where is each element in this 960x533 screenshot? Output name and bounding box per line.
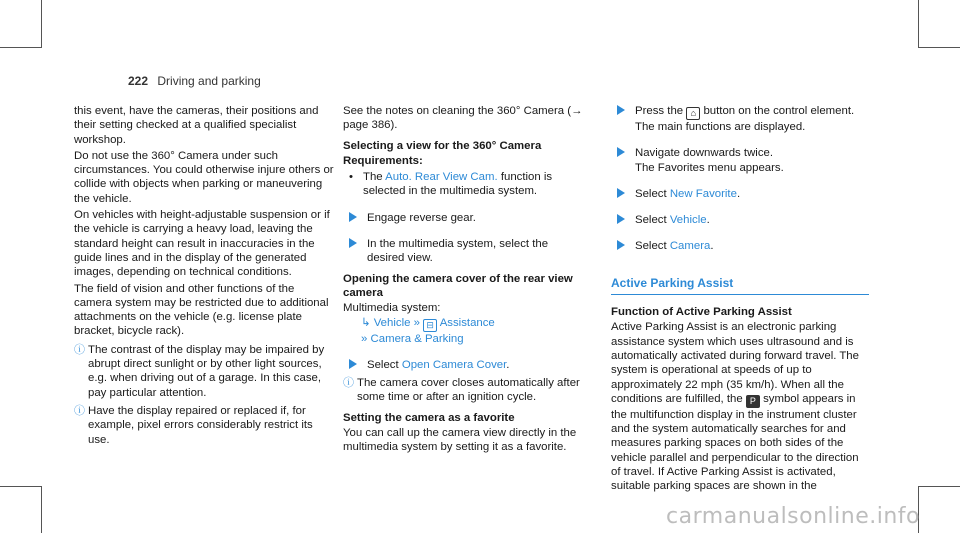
menu-link[interactable]: Open Camera Cover: [401, 358, 507, 371]
menu-path: [343, 332, 583, 346]
note-text: The camera cover closes automatically after some time or after an ignition cycle.: [357, 377, 580, 404]
info-icon: ⓘ: [74, 343, 85, 356]
note: [74, 343, 334, 400]
watermark: carmanualsonline.info: [666, 504, 920, 529]
step: In the multimedia system, select the desired view.: [343, 237, 583, 266]
requirements-label: Requirements:: [343, 154, 423, 167]
step: Press the ⌂ button on the control element. The main functions are displayed.: [611, 104, 869, 134]
menu-link[interactable]: Auto. Rear View Cam.: [385, 171, 498, 184]
step: Select Camera.: [611, 239, 869, 253]
step-arrow-icon: [617, 240, 625, 250]
step: Engage reverse gear.: [343, 211, 583, 225]
note-text: Have the display repaired or replaced if, for example, pixel errors considerably restrict its use.: [88, 404, 313, 446]
double-chevron-icon: »: [361, 332, 368, 345]
menu-path: [343, 316, 583, 332]
menu-link[interactable]: Vehicle: [373, 316, 411, 329]
heading: Opening the camera cover of the rear view camera: [343, 272, 573, 299]
column-1: [74, 104, 334, 449]
return-arrow-icon: ↳: [361, 316, 371, 329]
bullet-item: • The Auto. Rear View Cam. function is selected in the multimedia system.: [349, 171, 553, 198]
paragraph: Do not use the 360° Camera under such circumstances. You could otherwise injure others or collide with objects when parking or maneuvering the vehicle.: [74, 149, 334, 205]
crop-mark: [41, 0, 42, 48]
step-arrow-icon: [349, 359, 357, 369]
parking-symbol-icon: P: [746, 395, 760, 408]
menu-link[interactable]: New Favorite: [669, 187, 737, 200]
info-icon: ⓘ: [74, 404, 85, 417]
column-3: [611, 104, 869, 496]
home-icon: ⌂: [686, 107, 700, 120]
menu-link[interactable]: Vehicle: [669, 214, 707, 227]
column-2: [343, 104, 583, 457]
heading: Setting the camera as a favorite: [343, 411, 515, 424]
assistance-icon: ⊟: [423, 319, 437, 332]
page-header: [128, 74, 261, 88]
paragraph: The field of vision and other functions of the camera system may be restricted due to additional attachments on the vehicle (e.g. license plate bracket, bicycle rack).: [74, 282, 329, 338]
paragraph: Active Parking Assist is an electronic parking assistance system which uses ultrasound and is automatically activated during forward travel. The system is operational at speeds of up to approximately 22 mph (35 km/h). When all the conditions are fulfilled, the P symbol appears in the multifunction display in the instrument cluster and the system automatically searches for and measures parking spaces on both sides of the vehicle parallel and perpendicular to the direction of travel. If Active Parking Assist is activated, suitable parking spaces are shown in the: [611, 321, 859, 493]
paragraph: See the notes on cleaning the 360° Camera (→ page 386).: [343, 105, 583, 132]
heading: Selecting a view for the 360° Camera: [343, 139, 542, 152]
menu-link[interactable]: Camera: [669, 240, 711, 253]
note: [74, 404, 334, 447]
step-arrow-icon: [617, 105, 625, 115]
step: Select Vehicle.: [611, 213, 869, 227]
paragraph: On vehicles with height-adjustable suspension or if the vehicle is carrying a heavy load, leaving the standard height can result in inaccuracies in the guide lines and in the display of the generated images, depending on technical conditions.: [74, 209, 330, 279]
step-arrow-icon: [617, 188, 625, 198]
heading: Function of Active Parking Assist: [611, 306, 792, 319]
step: Select Open Camera Cover.: [343, 358, 583, 372]
crop-mark: [0, 486, 41, 487]
page-number: 222: [128, 74, 149, 88]
step-arrow-icon: [617, 214, 625, 224]
info-icon: ⓘ: [343, 377, 354, 390]
crop-mark: [41, 486, 42, 533]
crop-mark: [918, 0, 919, 48]
note-text: The contrast of the display may be impaired by abrupt direct sunlight or by other light sources, e.g. when driving out of a garage. In this case, pay particular attention.: [88, 343, 325, 399]
note: [343, 376, 583, 405]
crop-mark: [0, 47, 41, 48]
step: Select New Favorite.: [611, 187, 869, 201]
double-chevron-icon: »: [413, 316, 420, 329]
step-arrow-icon: [349, 238, 357, 248]
bullet-dot: •: [349, 171, 353, 184]
page-title: Driving and parking: [157, 74, 261, 88]
paragraph: You can call up the camera view directly in the multimedia system by setting it as a favorite.: [343, 427, 577, 454]
paragraph: this event, have the cameras, their positions and their setting checked at a qualified specialist workshop.: [74, 105, 319, 146]
multimedia-label: Multimedia system:: [343, 302, 441, 315]
menu-link[interactable]: Camera & Parking: [370, 332, 464, 345]
step-arrow-icon: [617, 147, 625, 157]
crop-mark: [918, 47, 960, 48]
crop-mark: [918, 486, 960, 487]
step: Navigate downwards twice. The Favorites menu appears.: [611, 146, 869, 175]
section-title: Active Parking Assist: [611, 276, 869, 295]
step-arrow-icon: [349, 212, 357, 222]
menu-link[interactable]: Assistance: [439, 316, 495, 329]
